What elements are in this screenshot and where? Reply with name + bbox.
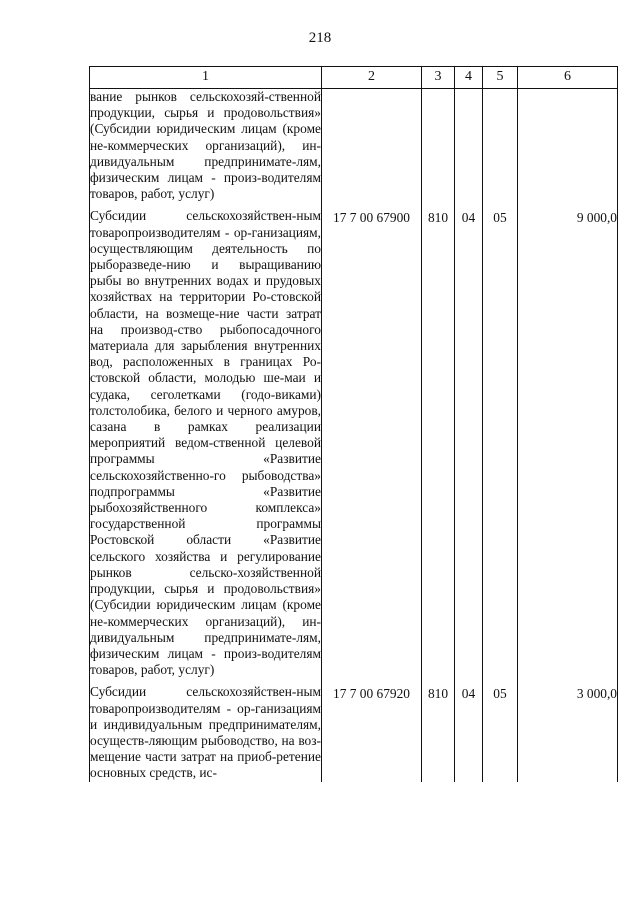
- table-header-row: [90, 67, 618, 89]
- row-sum-cell: 9 000,0: [518, 202, 618, 678]
- row-rz-cell: [455, 89, 483, 203]
- header-col-4: 4: [455, 67, 483, 89]
- row-grbs-cell: 810: [422, 202, 455, 678]
- row-name-cell: вание рынков сельскохозяй-ственной продукции, сырья и продовольствия» (Субсидии юридическим лицам (кроме не-коммерческих организаций), ин-дивидуальным предпринимате-лям, физическим лицам - произ-водителям товаров, работ, услуг): [90, 89, 321, 202]
- row-name-cell: Субсидии сельскохозяйствен-ным товаропроизводителям - ор-ганизациям, осуществляющим деятельность по рыборазведе-нию и выращиванию рыбы во внутренних водах и прудовых хозяйствах на территории Ро-стовской области, на возмеще-ние части затрат на производ-ство рыбопосадочного материала для зарыбления внутренних вод, расположенных в границах Ро-стовской области, молодью ше-маи и судака, сеголетками (годо-виками) толстолобика, белого и черного амуров, сазана в рамках реализации мероприятий ведом-ственной целевой программы «Развитие сельскохозяйственно-го рыбоводства» подпрограммы «Развитие рыбохозяйственного комплекса» государственной программы Ростовской области «Развитие сельского хозяйства и регулирование рынков сельско-хозяйственной продукции, сырья и продовольствия» (Субсидии юридическим лицам (кроме не-коммерческих организаций), ин-дивидуальным предпринимате-лям, физическим лицам - произ-водителям товаров, работ, услуг): [90, 202, 322, 678]
- row-sum-cell: 3 000,0: [518, 678, 618, 781]
- table-row: [90, 89, 618, 203]
- row-code-cell: [322, 89, 422, 203]
- row-code-cell: 17 7 00 67920: [322, 678, 422, 781]
- header-col-1: 1: [90, 67, 322, 89]
- page-number: 218: [308, 30, 332, 46]
- header-col-2: 2: [322, 67, 422, 89]
- header-col-5: 5: [483, 67, 518, 89]
- row-code-cell: 17 7 00 67900: [322, 202, 422, 678]
- row-rz-cell: 04: [455, 202, 483, 678]
- row-pr-cell: 05: [483, 678, 518, 781]
- row-name-cell: Субсидии сельскохозяйствен-ным товаропроизводителям - ор-ганизациям и индивидуальным предпринимателям, осуществ-ляющим рыбоводство, на воз-мещение части затрат на приоб-ретение основных средств, ис-: [90, 678, 322, 781]
- row-pr-cell: 05: [483, 202, 518, 678]
- header-col-3: 3: [422, 67, 455, 89]
- table-row: [90, 202, 618, 678]
- row-sum-cell: [518, 89, 618, 203]
- header-col-6: 6: [518, 67, 618, 89]
- row-grbs-cell: [422, 89, 455, 203]
- row-pr-cell: [483, 89, 518, 203]
- table-row: [90, 678, 618, 781]
- row-rz-cell: 04: [455, 678, 483, 781]
- row-grbs-cell: 810: [422, 678, 455, 781]
- budget-table: [89, 66, 618, 782]
